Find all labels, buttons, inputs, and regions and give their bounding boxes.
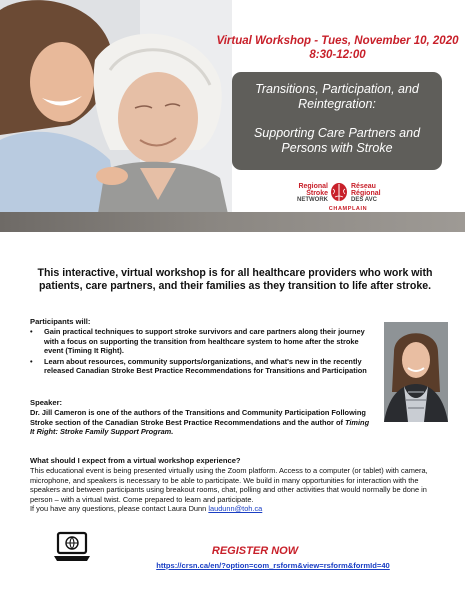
participants-label: Participants will: [30,317,91,326]
workshop-title-box [232,72,442,170]
laptop-globe-icon [52,530,92,564]
regional-stroke-network-logo [296,182,396,216]
title-line-1: Transitions, Participation, and [255,82,419,96]
title-line-4: Persons with Stroke [281,141,393,155]
list-item: • Learn about resources, community supports/organizations, and what's new in the recently released Canadian Stroke Best Practice Recommendations for Transitions and Participation [30,356,367,376]
contact-email-link[interactable]: laudunn@toh.ca [208,504,263,514]
speaker-photo [384,322,448,422]
logo-region: CHAMPLAIN [328,206,368,212]
bullet-icon: • [30,356,33,366]
title-line-3: Supporting Care Partners and [253,126,421,140]
intro-statement: This interactive, virtual workshop is for all healthcare providers who work with patients, care partners, and their families as they transition to life after stroke. [37,267,433,292]
speaker-bio: Dr. Jill Cameron is one of the authors of the Transitions and Community Participation Following Stroke section of the Canadian Stroke Best Practice Recommendations and the author of Timing It Right: Stroke Family Support Program. [30,408,370,437]
hero-photo [0,0,232,232]
logo-right-text: Réseau Régional DES AVC [351,183,381,203]
event-date [210,34,465,62]
hero-banner [0,0,465,232]
participants-list [30,327,372,377]
speaker-label: Speaker: [30,398,63,407]
title-line-2: Reintegration: [298,97,376,111]
program-title: Timing It Right: Stroke Family Support Program. [30,417,370,437]
event-date-line: Virtual Workshop - Tues, November 10, 2020 [216,35,459,47]
event-time-line: 8:30-12:00 [309,49,366,61]
register-link[interactable]: https://crsn.ca/en/?option=com_rsform&view=rsform&formId=40 [156,561,390,570]
expect-label: What should I expect from a virtual workshop experience? [30,456,241,465]
brain-logo-icon [330,182,348,204]
expect-description: This educational event is being presented virtually using the Zoom platform. Access to a computer (or tablet) with camera, microphone, and speakers is necessary to be able to participate. We build in many opportunities for interaction with the speakers and between participants using breakout rooms, chat, polling and other activities that would normally be done in person – with a virtual twist. Come prepared to learn and participate. If you have any questions, please contact Laura Dunn laudunn@toh.ca [30,466,428,514]
bullet-icon: • [30,327,33,336]
list-item: • Gain practical techniques to support stroke survivors and care partners along their journey with a focus on supporting the transition from healthcare system to home after the stroke event (Timing It Right). [30,327,365,356]
register-now-heading: REGISTER NOW [211,545,299,557]
logo-left-text: Regional Stroke NETWORK [297,183,328,203]
